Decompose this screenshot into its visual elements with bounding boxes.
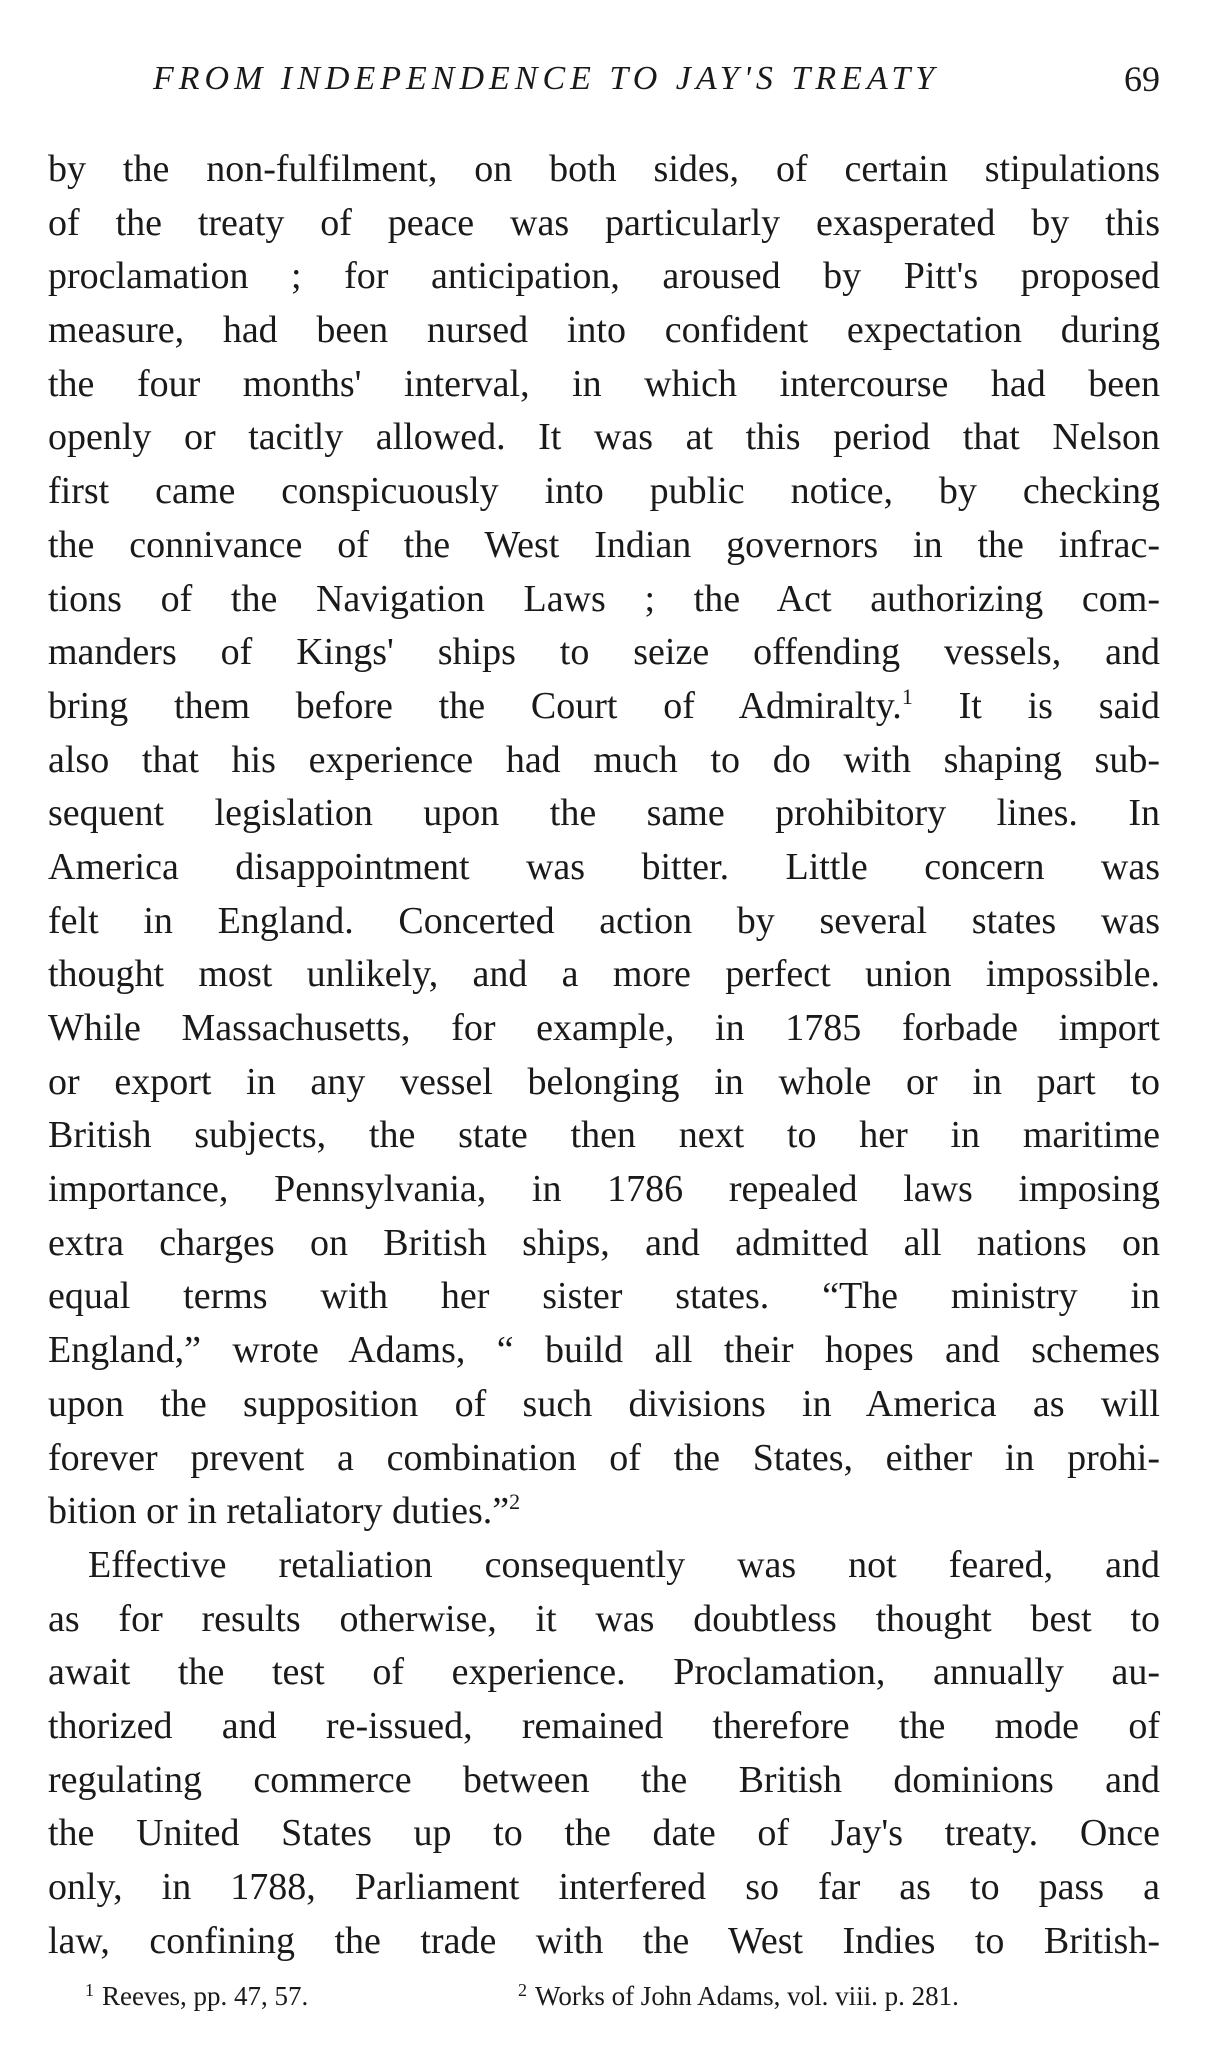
text-line: manders of Kings' ships to seize offending vessels, and: [48, 631, 1160, 674]
footnotes: [48, 1976, 1160, 2026]
paragraph-1: [48, 143, 1160, 1539]
paragraph-2: [48, 1539, 1160, 1969]
footnote-marker: 2: [509, 1489, 521, 1515]
book-page: [48, 55, 1160, 2026]
text-line: felt in England. Concerted action by several states was: [48, 899, 1160, 942]
text-line: tions of the Navigation Laws ; the Act authorizing com-: [48, 577, 1160, 620]
text-line: equal terms with her sister states. “The ministry in: [48, 1275, 1160, 1318]
text-line: upon the supposition of such divisions in America as will: [48, 1382, 1160, 1425]
text-line: openly or tacitly allowed. It was at this period that Nelson: [48, 416, 1160, 459]
text-line: by the non-fulfilment, on both sides, of certain stipulations: [48, 148, 1160, 190]
text-line: or export in any vessel belonging in whole or in part to: [48, 1060, 1160, 1103]
body-text: [48, 143, 1160, 1968]
footnote-marker: 1: [901, 683, 913, 709]
text-line: of the treaty of peace was particularly exasperated by this: [48, 201, 1160, 244]
text-segment: bring them before the Court of Admiralty.: [48, 684, 902, 727]
text-line: thorized and re-issued, remained therefore the mode of: [48, 1704, 1160, 1747]
text-line: forever prevent a combination of the States, either in prohi-: [48, 1436, 1160, 1479]
text-line: measure, had been nursed into confident expectation during: [48, 309, 1160, 352]
text-line: also that his experience had much to do with shaping sub-: [48, 738, 1160, 781]
text-line: the connivance of the West Indian governors in the infrac-: [48, 523, 1160, 566]
text-line: British subjects, the state then next to her in maritime: [48, 1114, 1160, 1157]
page-header: [48, 55, 1160, 115]
footnote-2: [518, 1976, 959, 2016]
text-line: proclamation ; for anticipation, aroused by Pitt's proposed: [48, 255, 1160, 298]
footnote-number: 2: [518, 1980, 527, 2001]
text-line: as for results otherwise, it was doubtless thought best to: [48, 1597, 1160, 1640]
text-line: await the test of experience. Proclamation, annually au-: [48, 1651, 1160, 1694]
text-line: thought most unlikely, and a more perfect union impossible.: [48, 953, 1160, 996]
running-title: FROM INDEPENDENCE TO JAY'S TREATY: [153, 60, 940, 97]
text-line: England,” wrote Adams, “ build all their hopes and schemes: [48, 1329, 1160, 1372]
text-line: Effective retaliation consequently was not feared, and: [88, 1543, 1160, 1586]
text-line: first came conspicuously into public notice, by checking: [48, 470, 1160, 513]
text-line-with-footnote: [48, 1485, 1160, 1539]
footnote-number: 1: [85, 1980, 94, 2001]
text-line: America disappointment was bitter. Little concern was: [48, 845, 1160, 888]
text-segment: bition or in retaliatory duties.”: [48, 1490, 510, 1533]
text-segment: It is said: [912, 684, 1160, 727]
text-line: law, confining the trade with the West Indies to British-: [48, 1919, 1160, 1962]
text-line-with-footnote: [48, 680, 1160, 734]
text-line: only, in 1788, Parliament interfered so far as to pass a: [48, 1866, 1160, 1908]
footnote-text: Reeves, pp. 47, 57.: [102, 1981, 309, 2012]
text-line: the United States up to the date of Jay's treaty. Once: [48, 1812, 1160, 1855]
footnote-text: Works of John Adams, vol. viii. p. 281.: [535, 1981, 959, 2012]
text-line: extra charges on British ships, and admitted all nations on: [48, 1221, 1160, 1264]
text-line: the four months' interval, in which intercourse had been: [48, 362, 1160, 405]
text-line: sequent legislation upon the same prohibitory lines. In: [48, 792, 1160, 835]
page-number: 69: [1124, 59, 1160, 99]
footnote-1: [85, 1976, 308, 2016]
text-line: While Massachusetts, for example, in 1785 forbade import: [48, 1007, 1160, 1049]
text-line: importance, Pennsylvania, in 1786 repealed laws imposing: [48, 1168, 1160, 1211]
text-line: regulating commerce between the British dominions and: [48, 1758, 1160, 1801]
